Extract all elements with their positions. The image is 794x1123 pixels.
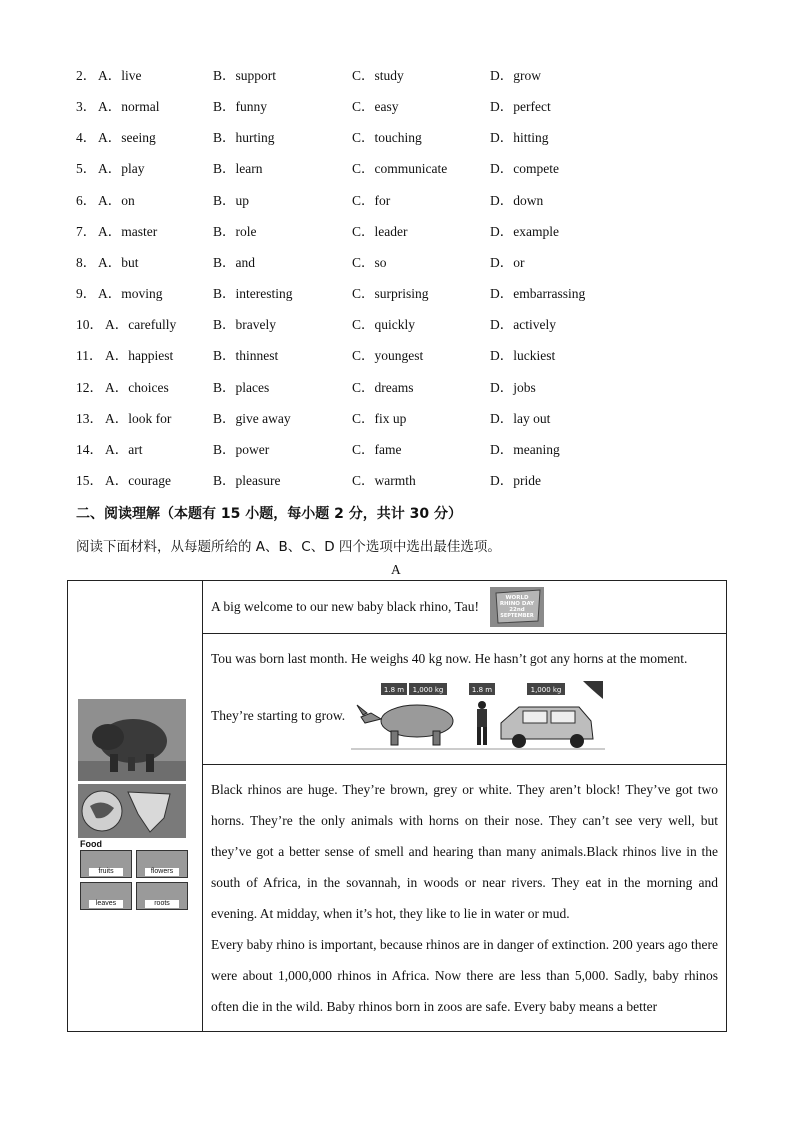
option-b: B．interesting bbox=[213, 286, 293, 302]
table-divider bbox=[202, 633, 726, 634]
option-d: D．embarrassing bbox=[490, 286, 586, 302]
option-c: C．touching bbox=[352, 130, 422, 146]
question-number: 12． bbox=[76, 379, 103, 395]
option-c: C．fame bbox=[352, 441, 402, 457]
option-a: A．carefully bbox=[105, 317, 177, 333]
option-d: D．example bbox=[490, 223, 559, 239]
option-b: B．thinnest bbox=[213, 348, 279, 364]
birth-line-2: They’re starting to grow. bbox=[211, 708, 346, 723]
option-c: C．youngest bbox=[352, 348, 424, 364]
question-number: 14． bbox=[76, 441, 103, 457]
food-item bbox=[136, 850, 188, 878]
food-title: Food bbox=[80, 839, 102, 849]
food-item bbox=[80, 882, 132, 910]
section-title: 二、阅读理解（本题有 15 小题，每小题 2 分，共计 30 分） bbox=[76, 506, 462, 522]
question-number: 10． bbox=[76, 317, 103, 333]
food-section bbox=[80, 839, 192, 912]
food-item-label: roots bbox=[145, 900, 179, 908]
option-b: B．funny bbox=[213, 99, 267, 115]
world-rhino-day-stamp bbox=[490, 587, 544, 627]
option-d: D．actively bbox=[490, 317, 556, 333]
stamp-text: RHINO DAY bbox=[499, 601, 535, 607]
option-a: A．choices bbox=[105, 379, 169, 395]
paragraph-1: Black rhinos are huge. They’re brown, grey or white. They aren’t block! They’ve got two horns. They’re the only animals with horns on their nose. They can’t see very well, but they’ve got a better sense of smell and hearing than many animals.Black rhinos live in the south of Africa, in the sovannah, in woods or near rivers. They eat in the morning and evening. At midday, when it’s hot, they like to lie in water or mud. bbox=[211, 782, 718, 921]
food-item bbox=[80, 850, 132, 878]
option-c: C．fix up bbox=[352, 410, 407, 426]
option-a: A．normal bbox=[98, 99, 160, 115]
question-number: 4． bbox=[76, 130, 97, 146]
question-number: 8． bbox=[76, 254, 97, 270]
option-a: A．play bbox=[98, 161, 145, 177]
paragraph-2: Every baby rhino is important, because rhinos are in danger of extinction. 200 years ago there were about 1,000,000 rhinos in Africa. Now there are less than 5,000. Sadly, baby rhinos often die in the wild. Baby rhinos born in zoos are safe. Every baby means a better bbox=[211, 937, 718, 1014]
question-number: 5． bbox=[76, 161, 97, 177]
option-c: C．leader bbox=[352, 223, 408, 239]
food-item-label: flowers bbox=[145, 868, 179, 876]
africa-map-image bbox=[78, 784, 186, 838]
welcome-text: A big welcome to our new baby black rhino, Tau! bbox=[211, 599, 479, 614]
option-a: A．moving bbox=[98, 286, 163, 302]
section-instruction: 阅读下面材料，从每题所给的 A、B、C、D 四个选项中选出最佳选项。 bbox=[76, 539, 501, 555]
option-d: D．perfect bbox=[490, 99, 551, 115]
question-number: 11． bbox=[76, 348, 103, 364]
option-a: A．seeing bbox=[98, 130, 156, 146]
option-a: A．master bbox=[98, 223, 158, 239]
stamp-text: SEPTEMBER bbox=[500, 613, 534, 619]
option-a: A．happiest bbox=[105, 348, 174, 364]
option-a: A．courage bbox=[105, 472, 171, 488]
option-d: D．down bbox=[490, 192, 544, 208]
option-d: D．meaning bbox=[490, 441, 560, 457]
question-number: 13． bbox=[76, 410, 103, 426]
option-b: B．role bbox=[213, 223, 257, 239]
option-d: D．lay out bbox=[490, 410, 551, 426]
option-c: C．easy bbox=[352, 99, 399, 115]
option-d: D．grow bbox=[490, 68, 541, 83]
birth-line-1: Tou was born last month. He weighs 40 kg now. He hasn’t got any horns at the moment. bbox=[211, 651, 688, 666]
option-c: C．study bbox=[352, 68, 404, 83]
baby-rhino-photo bbox=[78, 699, 186, 781]
option-d: D．compete bbox=[490, 161, 559, 177]
food-item-label: fruits bbox=[89, 868, 123, 876]
option-b: B．give away bbox=[213, 410, 291, 426]
question-number: 7． bbox=[76, 223, 97, 239]
question-number: 2． bbox=[76, 68, 97, 83]
option-d: D．or bbox=[490, 254, 525, 270]
option-a: A．live bbox=[98, 68, 142, 83]
food-item-label: leaves bbox=[89, 900, 123, 908]
option-c: C．surprising bbox=[352, 286, 429, 302]
option-b: B．learn bbox=[213, 161, 263, 177]
option-b: B．hurting bbox=[213, 130, 275, 146]
option-b: B．bravely bbox=[213, 317, 276, 333]
option-c: C．dreams bbox=[352, 379, 414, 395]
passage-label: A bbox=[391, 562, 401, 577]
option-a: A．on bbox=[98, 192, 135, 208]
size-label: 1.8 m bbox=[471, 686, 493, 694]
option-d: D．jobs bbox=[490, 379, 536, 395]
option-a: A．art bbox=[105, 441, 143, 457]
option-b: B．places bbox=[213, 379, 270, 395]
option-d: D．luckiest bbox=[490, 348, 556, 364]
passage-table bbox=[67, 580, 727, 1032]
option-b: B．power bbox=[213, 441, 270, 457]
table-divider bbox=[202, 581, 203, 1031]
option-c: C．communicate bbox=[352, 161, 448, 177]
option-b: B．and bbox=[213, 254, 255, 270]
option-c: C．so bbox=[352, 254, 387, 270]
option-b: B．support bbox=[213, 68, 277, 83]
stamp-text: WORLD bbox=[505, 595, 529, 601]
option-c: C．warmth bbox=[352, 472, 416, 488]
size-label: 1,000 kg bbox=[530, 686, 562, 694]
size-label: 1,000 kg bbox=[412, 686, 444, 694]
question-number: 6． bbox=[76, 192, 97, 208]
food-grid bbox=[80, 850, 192, 912]
question-number: 15． bbox=[76, 472, 103, 488]
question-number: 9． bbox=[76, 286, 97, 302]
question-number: 3． bbox=[76, 99, 97, 115]
rhino-size-comparison bbox=[351, 679, 605, 751]
option-b: B．pleasure bbox=[213, 472, 281, 488]
option-a: A．but bbox=[98, 254, 139, 270]
option-d: D．pride bbox=[490, 472, 541, 488]
food-item bbox=[136, 882, 188, 910]
option-a: A．look for bbox=[105, 410, 172, 426]
option-d: D．hitting bbox=[490, 130, 549, 146]
table-divider bbox=[202, 764, 726, 765]
option-c: C．for bbox=[352, 192, 391, 208]
option-c: C．quickly bbox=[352, 317, 415, 333]
size-label: 1.8 m bbox=[383, 686, 405, 694]
welcome-row bbox=[211, 592, 718, 622]
stamp-text: 22nd bbox=[509, 607, 525, 613]
option-b: B．up bbox=[213, 192, 250, 208]
